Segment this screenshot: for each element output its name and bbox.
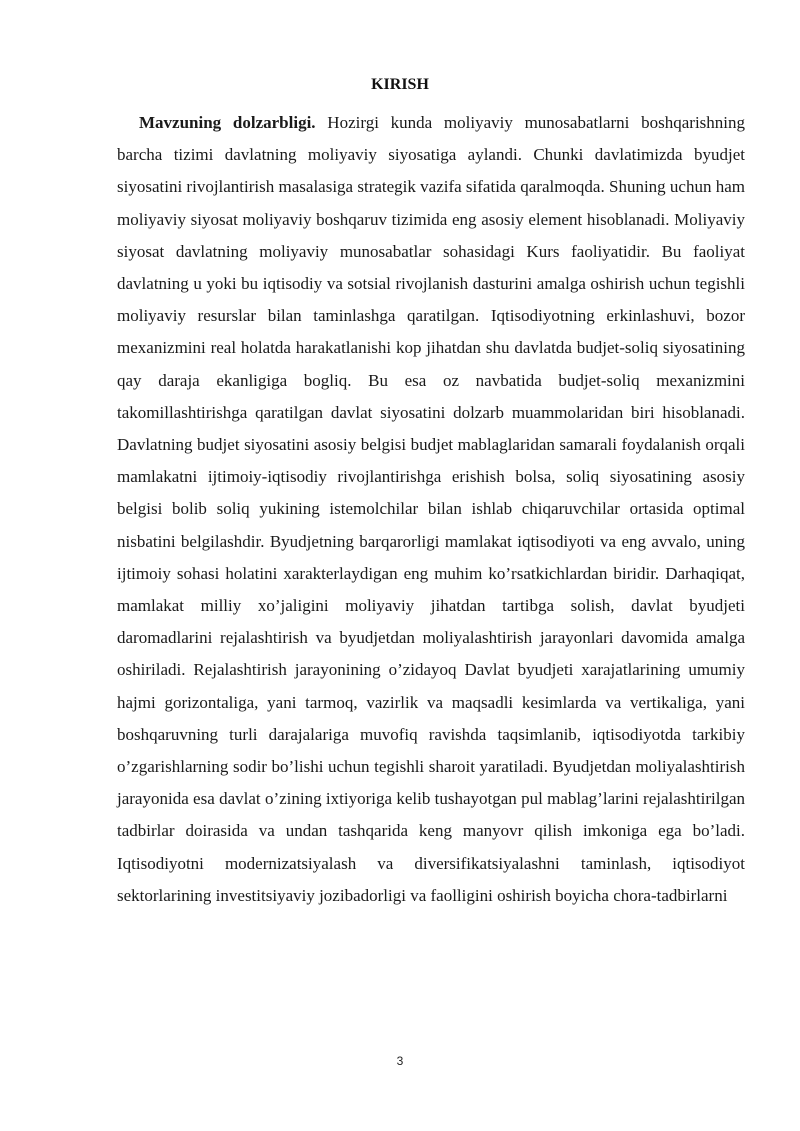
body-paragraph xyxy=(117,107,745,912)
lead-phrase: Mavzuning dolzarbligi. xyxy=(139,113,316,132)
page-number: 3 xyxy=(396,1054,404,1068)
paragraph-text: Hozirgi kunda moliyaviy munosabatlarni boshqarishning barcha tizimi davlatning moliyaviy siyosatiga aylandi. Chunki davlatimizda byudjet siyosatini rivojlantirish masalasiga strategik vazifa sifatida qaralmoqda. Shuning uchun ham moliyaviy siyosat moliyaviy boshqaruv tizimida eng asosiy element hisoblanadi. Moliyaviy siyosat davlatning moliyaviy munosabatlar sohasidagi Kurs faoliyatidir. Bu faoliyat davlatning u yoki bu iqtisodiy va sotsial rivojlanish dasturini amalga oshirish uchun tegishli moliyaviy resurslar bilan taminlashga qaratilgan. Iqtisodiyotning erkinlashuvi, bozor mexanizmini real holatda harakatlanishi kop jihatdan shu davlatda budjet-soliq siyosatining qay daraja ekanligiga bogliq. Bu esa oz navbatida budjet-soliq mexanizmini takomillashtirishga qaratilgan davlat siyosatini dolzarb muammolaridan biri hisoblanadi. Davlatning budjet siyosatini asosiy belgisi budjet mablaglaridan samarali foydalanish orqali mamlakatni ijtimoiy-iqtisodiy rivojlantirishga erishish bolsa, soliq siyosatining asosiy belgisi bolib soliq yukining istemolchilar bilan ishlab chiqaruvchilar ortasida optimal nisbatini belgilashdir. Byudjetning barqarorligi mamlakat iqtisodiyoti va eng avvalo, uning ijtimoiy sohasi holatini xarakterlaydigan eng muhim ko’rsatkichlardan biridir. Darhaqiqat, mamlakat milliy xo’jaligini moliyaviy jihatdan tartibga solish, davlat byudjeti daromadlarini rejalashtirish va byudjetdan moliyalashtirish jarayonlari davomida amalga oshiriladi. Rejalashtirish jarayonining o’zidayoq Davlat byudjeti xarajatlarining umumiy hajmi gorizontaliga, yani tarmoq, vazirlik va maqsadli kesimlarda va vertikaliga, yani boshqaruvning turli darajalariga muvofiq ravishda taqsimlanib, iqtisodiyotda tarkibiy o’zgarishlarning sodir bo’lishi uchun tegishli sharoit yaratiladi. Byudjetdan moliyalashtirish jarayonida esa davlat o’zining ixtiyoriga kelib tushayotgan pul mablag’larini rejalashtirilgan tadbirlar doirasida va undan tashqarida keng manyovr qilish imkoniga ega bo’ladi. Iqtisodiyotni modernizatsiyalash va diversifikatsiyalashni taminlash, iqtisodiyot sektorlarining investitsiyaviy jozibadorligi va faolligini oshirish boyicha chora-tadbirlarni xyxy=(117,113,746,905)
page-title: KIRISH xyxy=(371,76,429,93)
